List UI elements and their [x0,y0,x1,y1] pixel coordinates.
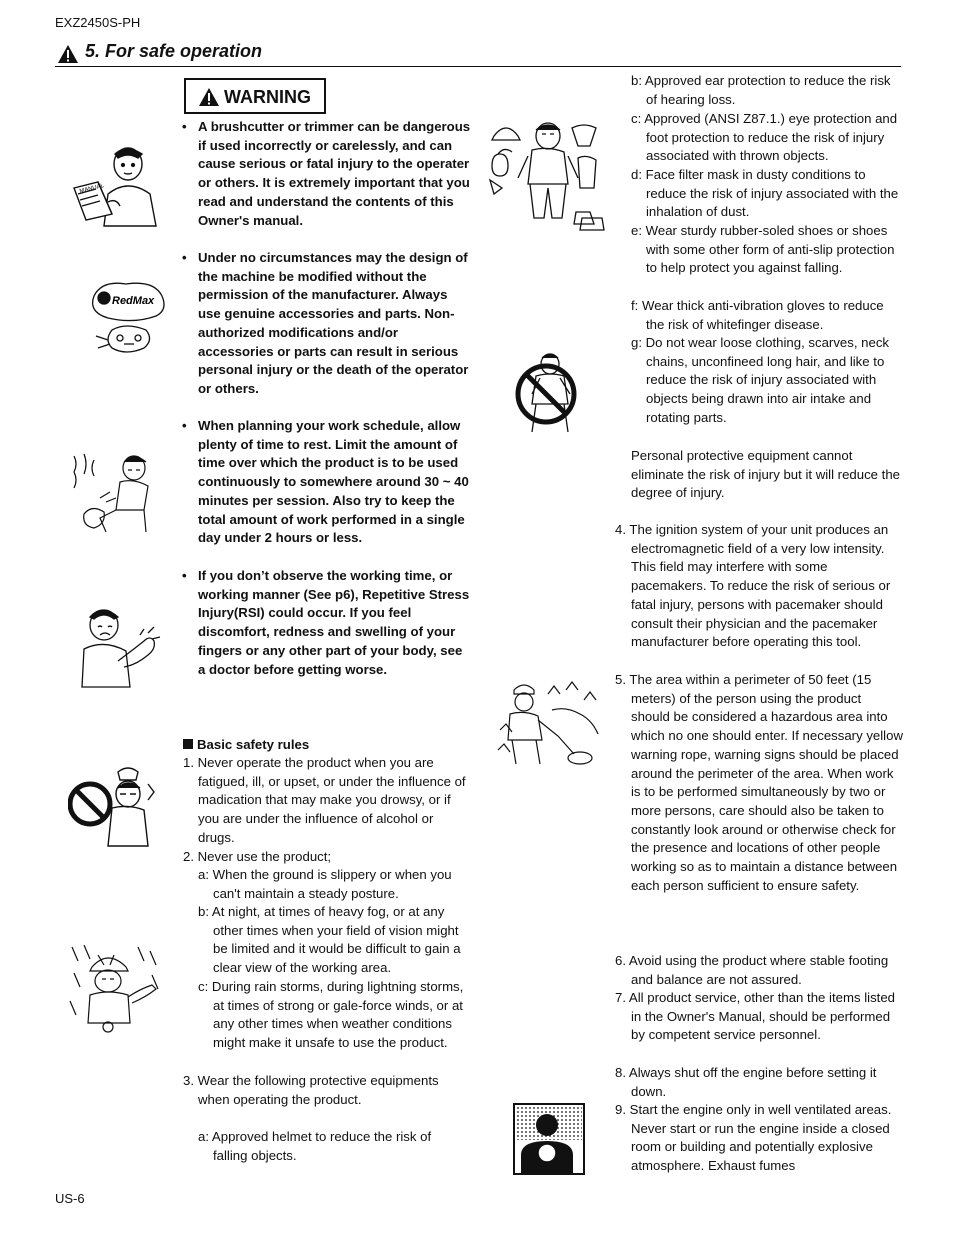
rule-3b: b: Approved ear protection to reduce the risk of hearing loss. [631,73,891,107]
rule-3c: c: Approved (ANSI Z87.1.) eye protection and foot protection to reduce the risk of injury associated with thrown objects. [631,111,898,164]
protective-equipment-illustration [486,118,610,236]
rule-7: 7. All product service, other than the items listed in the Owner's Manual, should be performed by competent service personnel. [615,990,896,1043]
rule-3f: f: Wear thick anti-vibration gloves to reduce the risk of whitefinger disease. [631,298,884,332]
rule-2: 2. Never use the product; [183,849,332,864]
rule-4: 4. The ignition system of your unit produces an electromagnetic field of a very low intensity. This field may interfere with some pacemakers. To reduce the risk of serious or fatal injury, persons with pacemaker should consult their physician and the pacemaker manufacturer before operating this tool. [615,522,891,650]
warning-bullet-text: Under no circumstances may the design of the machine be modified without the permission of the manufacturer. Always use genuine accessories and parts. Non-authorized modifications and/or accessories or parts can result in serious personal injury or the death of the operator or others. [198,250,469,396]
rule-3g: g: Do not wear loose clothing, scarves, neck chains, unconfineed long hair, and like to reduce the risk of injury associated with objects being drawn into air intake and rotating parts. [631,335,890,425]
rule-2a: a: When the ground is slippery or when you can't maintain a steady posture. [198,867,452,901]
page-number: US-6 [55,1191,85,1206]
section-header [55,42,901,67]
rule-3a: a: Approved helmet to reduce the risk of falling objects. [198,1129,432,1163]
no-impaired-operation-illustration [68,764,164,848]
no-loose-clothing-illustration [512,350,588,438]
rain-storm-illustration [68,945,164,1033]
rule-8: 8. Always shut off the engine before setting it down. [615,1065,877,1099]
square-bullet-icon [183,739,193,749]
warning-bullet-text: When planning your work schedule, allow plenty of time to rest. Limit the amount of time over which the product is to be used continuously to somewhere around 30 ~ 40 minutes per session. Also try to keep the total amount of work performed in a single day under 2 hours or less. [198,418,469,546]
rule-2b: b: At night, at times of heavy fog, or at any other times when your field of vision might be limited and it would be difficult to gain a clear view of the working area. [198,904,461,976]
warning-bullet-2: • Under no circumstances may the design of the machine be modified without the permission of the manufacturer. Always use genuine accessories and parts. Non-authorized modifications and/or accessories or parts can result in serious personal injury or the death of the operator or others. [182,250,469,396]
warning-bullet-text: A brushcutter or trimmer can be dangerous if used incorrectly or carelessly, and can cause serious or fatal injury to the operater or others. It is extremely important that you read and understand the contents of this Owner's manual. [198,119,471,228]
warning-box [184,78,326,114]
warning-bullet-3: • When planning your work schedule, allow plenty of time to rest. Limit the amount of time over which the product is to be used continuously to somewhere around 30 ~ 40 minutes per session. Also try to keep the total amount of work performed in a single day under 2 hours or less. [182,418,469,546]
rule-1: 1. Never operate the product when you are fatigued, ill, or upset, or under the influence of madication that may make you drowsy, or if you are under the influence of alcohol or drugs. [183,755,466,845]
manual-cover-text: MANUAL [79,183,105,195]
model-number: EXZ2450S-PH [55,15,141,30]
warning-bullet-1: • A brushcutter or trimmer can be dangerous if used incorrectly or carelessly, and can cause serious or fatal injury to the operater or others. It is extremely important that you read and understand the contents of this Owner's manual. [182,119,471,228]
redmax-parts-illustration [84,278,168,362]
basic-rules-title [183,736,309,755]
rule-3e: e: Wear sturdy rubber-soled shoes or shoes with some other form of anti-slip protection to help protect you against falling. [631,223,895,276]
reading-manual-illustration [68,144,164,228]
rule-9: 9. Start the engine only in well ventilated areas. Never start or run the engine inside a closed room or building and potentially explosive atmosphere. Exhaust fumes [615,1102,892,1174]
ppe-note: Personal protective equipment cannot eliminate the risk of injury but it will reduce the degree of injury. [631,448,900,501]
section-title: 5. For safe operation [85,41,263,61]
rule-3: 3. Wear the following protective equipments when operating the product. [183,1073,439,1107]
warning-label: WARNING [224,87,311,107]
warning-bullet-4: • If you don’t observe the working time, or working manner (See p6), Repetitive Stress Injury(RSI) could occur. If you feel discomfort, redness and swelling of your fingers or any other part of your body, see a doctor before getting worse. [182,568,470,677]
rule-3d: d: Face filter mask in dusty conditions to reduce the risk of injury associated with the inhalation of dust. [631,167,899,220]
rule-6: 6. Avoid using the product where stable footing and balance are not assured. [615,953,889,987]
rule-5: 5. The area within a perimeter of 50 feet (15 meters) of the person using the product should be considered a hazardous area into which no one should enter. If necessary yellow warning rope, warning signs should be placed around the perimeter of the area. When work is to be performed simultaneously by two or more persons, care should also be taken to constantly look around or otherwise check for the presence and locations of other people working so as to maintain a distance between each person sufficient to ensure safety. [615,672,903,893]
warning-bullet-text: If you don’t observe the working time, or working manner (See p6), Repetitive Stress Injury(RSI) could occur. If you feel discomfort, redness and swelling of your fingers or any other part of your body, see a doctor before getting worse. [198,568,470,677]
basic-rules-title-text: Basic safety rules [197,737,310,752]
ventilation-warning-icon [513,1103,585,1175]
hand-pain-illustration [78,605,164,689]
redmax-logo-text: RedMax [112,295,155,307]
rule-2c: c: During rain storms, during lightning storms, at times of strong or gale-force winds, or at any other times when weather conditions might make it unsafe to use the product. [198,979,464,1051]
hazard-area-illustration [496,680,604,770]
warning-triangle-icon [198,87,220,107]
resting-worker-illustration [70,452,162,536]
warning-triangle-icon [57,44,79,64]
